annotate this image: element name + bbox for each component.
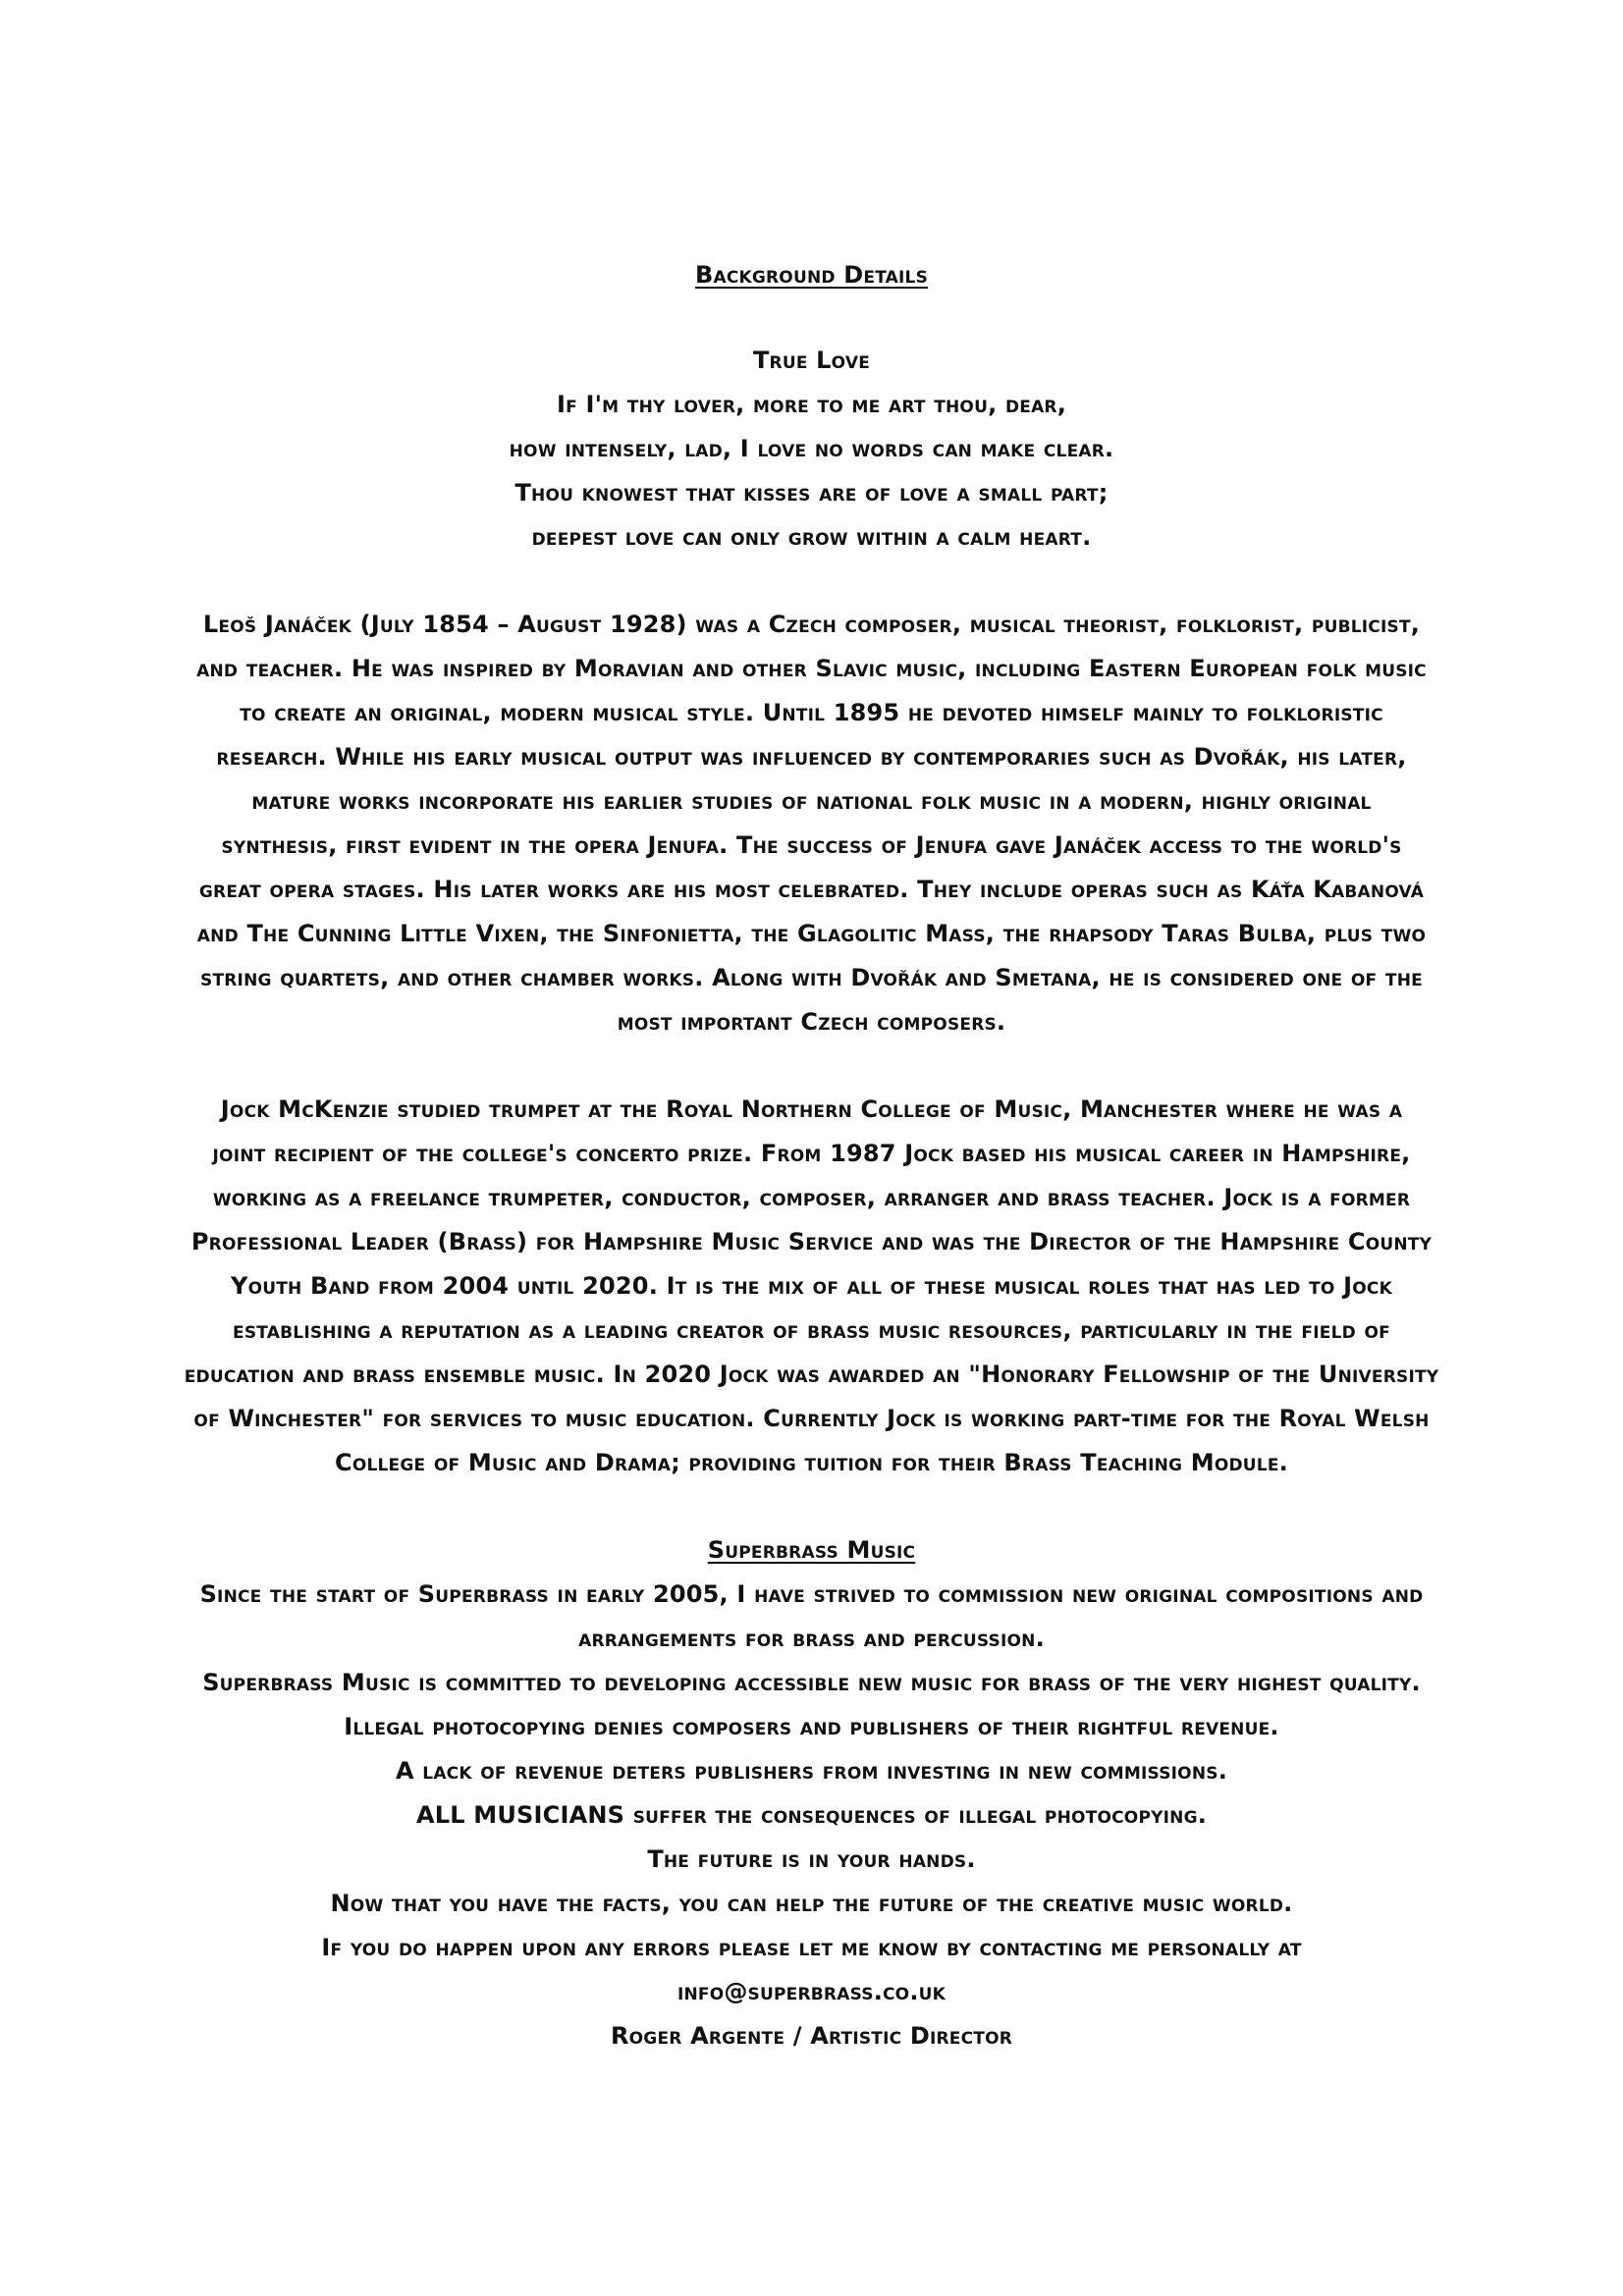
poem-line: If I'm thy lover, more to me art thou, dear, (556, 391, 1067, 418)
superbrass-heading: Superbrass Music (707, 1536, 916, 1564)
superbrass-line: Since the start of Superbrass in early 2005, I have strived to commission new original compositions and (199, 1580, 1424, 1608)
paragraph-line: to create an original, modern musical style. Until 1895 he devoted himself mainly to folkloristic (240, 699, 1383, 726)
paragraph-line: working as a freelance trumpeter, conductor, composer, arranger and brass teacher. Jock is a former (212, 1184, 1411, 1211)
contact-email: info@superbrass.co.uk (676, 1978, 947, 2005)
poem-line: deepest love can only grow within a calm heart. (531, 523, 1092, 551)
paragraph-line: great opera stages. His later works are his most celebrated. They include operas such as Káťa Kabanová (198, 876, 1425, 903)
paragraph-line: synthesis, first evident in the opera Jenufa. The success of Jenufa gave Janáček access to the world's (221, 831, 1402, 859)
poem-title: True Love (752, 347, 871, 374)
paragraph-line: research. While his early musical output was influenced by contemporaries such as Dvořák, his later, (216, 743, 1407, 771)
janacek-paragraph (147, 603, 1476, 1044)
paragraph-line: College of Music and Drama; providing tuition for their Brass Teaching Module. (335, 1449, 1288, 1476)
paragraph-line: of Winchester" for services to music education. Currently Jock is working part-time for the Royal Welsh (193, 1405, 1430, 1432)
poem-line: Thou knowest that kisses are of love a small part; (514, 479, 1109, 507)
signature-line: Roger Argente / Artistic Director (610, 2022, 1013, 2050)
paragraph-line: Youth Band from 2004 until 2020. It is the mix of all of these musical roles that has led to Jock (231, 1272, 1392, 1300)
superbrass-line: Illegal photocopying denies composers and publishers of their rightful revenue. (344, 1713, 1279, 1740)
superbrass-line: A lack of revenue deters publishers from investing in new commissions. (395, 1757, 1228, 1785)
superbrass-line: Superbrass Music is committed to developing accessible new music for brass of the very highest quality. (202, 1669, 1421, 1696)
background-heading: Background Details (694, 261, 929, 289)
paragraph-line: joint recipient of the college's concerto prize. From 1987 Jock based his musical career in Hampshire, (212, 1140, 1411, 1167)
musicians-rest: suffer the consequences of illegal photocopying. (624, 1801, 1208, 1829)
paragraph-line: Jock McKenzie studied trumpet at the Royal Northern College of Music, Manchester where he was a (220, 1095, 1403, 1123)
paragraph-line: Leoš Janáček (July 1854 – August 1928) was a Czech composer, musical theorist, folklorist, publicist, (202, 611, 1421, 638)
closing-line: Now that you have the facts, you can help the future of the creative music world. (330, 1890, 1293, 1917)
paragraph-line: education and brass ensemble music. In 2020 Jock was awarded an "Honorary Fellowship of the University (184, 1361, 1439, 1388)
paragraph-line: most important Czech composers. (617, 1008, 1006, 1036)
paragraph-line: string quartets, and other chamber works. Along with Dvořák and Smetana, he is considered one of the (200, 964, 1423, 991)
background-section (147, 253, 1476, 297)
paragraph-line: mature works incorporate his earlier studies of national folk music in a modern, highly original (251, 787, 1372, 815)
closing-line: If you do happen upon any errors please let me know by contacting me personally at (321, 1934, 1302, 1961)
paragraph-line: and The Cunning Little Vixen, the Sinfonietta, the Glagolitic Mass, the rhapsody Taras Bulba, plus two (196, 920, 1427, 947)
poem (147, 339, 1476, 560)
superbrass-line: arrangements for brass and percussion. (578, 1625, 1045, 1652)
document-page (147, 253, 1476, 2058)
closing-line: The future is in your hands. (647, 1845, 976, 1873)
superbrass-section (147, 1528, 1476, 2058)
paragraph-line: establishing a reputation as a leading creator of brass music resources, particularly in the field of (233, 1316, 1390, 1344)
paragraph-line: Professional Leader (Brass) for Hampshire Music Service and was the Director of the Hampshire County (190, 1228, 1433, 1255)
poem-line: how intensely, lad, I love no words can make clear. (509, 435, 1114, 462)
musicians-line (147, 1793, 1476, 1838)
musicians-emphasis: ALL MUSICIANS (415, 1801, 625, 1829)
mckenzie-paragraph (147, 1088, 1476, 1485)
paragraph-line: and teacher. He was inspired by Moravian and other Slavic music, including Eastern European folk music (196, 655, 1427, 682)
